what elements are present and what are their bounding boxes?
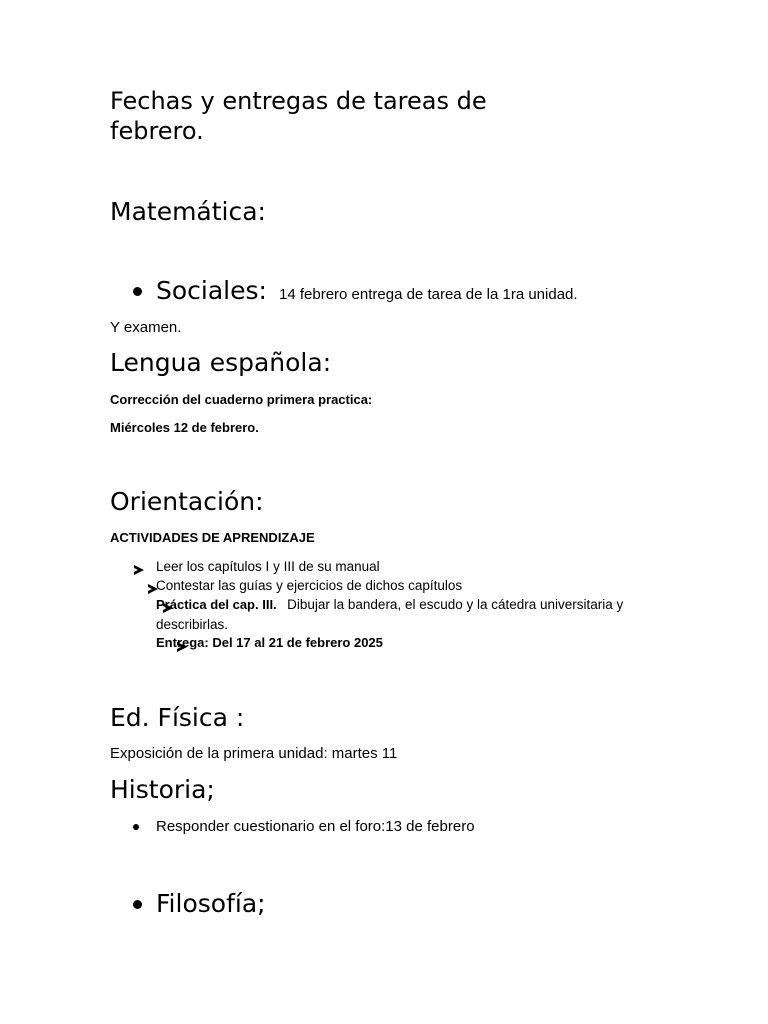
bullet-icon [133,824,139,830]
document-title-line2: febrero. [110,117,204,145]
arrow-bullet-icon [134,565,144,575]
heading-historia: Historia; [110,775,215,804]
heading-matematica: Matemática: [110,197,266,226]
lengua-line2: Miércoles 12 de febrero. [110,420,259,435]
ed-fisica-text: Exposición de la primera unidad: martes 11 [110,745,398,762]
heading-sociales: Sociales: [156,276,267,305]
orientacion-item-3-bold: Práctica del cap. III. [156,597,277,612]
orientacion-item-1: Leer los capítulos I y III de su manual [156,559,380,574]
lengua-line1: Corrección del cuaderno primera practica: [110,392,373,407]
sociales-continuation: Y examen. [110,319,182,336]
heading-lengua-espanola: Lengua española: [110,348,332,377]
orientacion-item-4: Entrega: Del 17 al 21 de febrero 2025 [156,635,383,650]
sociales-text: 14 febrero entrega de tarea de la 1ra unidad. [279,286,578,303]
historia-item-1: Responder cuestionario en el foro:13 de febrero [156,818,475,835]
document-title-line1: Fechas y entregas de tareas de [110,87,487,115]
bullet-icon [133,900,142,909]
orientacion-subheading: ACTIVIDADES DE APRENDIZAJE [110,530,315,545]
bullet-icon [133,287,142,296]
orientacion-item-3-text2: describirlas. [156,617,229,632]
orientacion-item-3 [156,595,623,614]
orientacion-item-3-text: Dibujar la bandera, el escudo y la cátedra universitaria y [287,597,624,612]
document-page [110,0,650,918]
orientacion-item-2: Contestar las guías y ejercicios de dichos capítulos [156,578,463,593]
heading-orientacion: Orientación: [110,487,264,516]
heading-ed-fisica: Ed. Física : [110,703,245,732]
heading-filosofia: Filosofía; [156,889,266,918]
